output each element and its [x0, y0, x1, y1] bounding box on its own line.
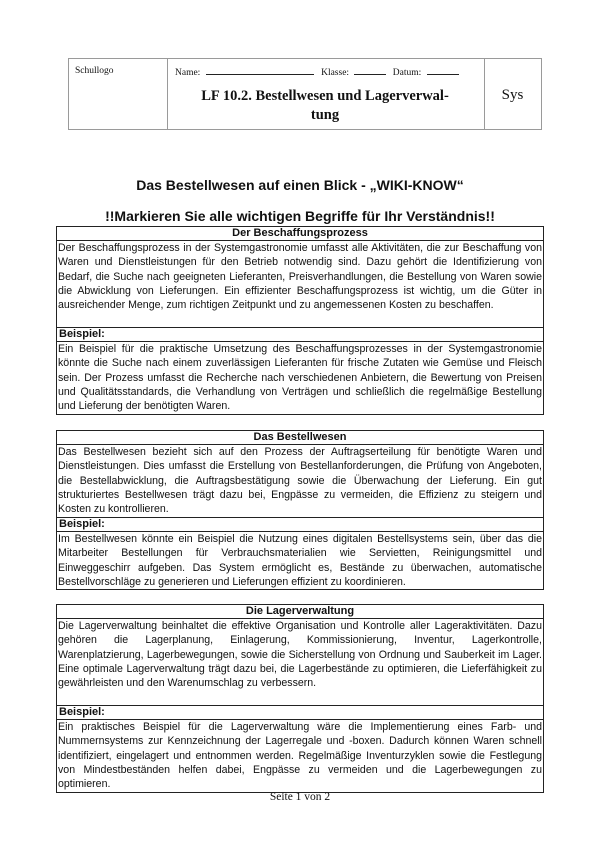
name-label: Name:: [175, 68, 201, 78]
lesson-title-line-2: tung: [310, 107, 340, 123]
class-field[interactable]: [354, 66, 386, 75]
section-heading: Der Beschaffungsprozess: [57, 227, 543, 241]
lesson-title-line-1: LF 10.2. Bestellwesen und Lagerverwal-: [201, 88, 449, 104]
date-field[interactable]: [427, 66, 459, 75]
example-text: Im Bestellwesen könnte ein Beispiel die Nutzung eines digitalen Bestellsystems sein, über das die Mitarbeiter Bestellungen für Verbrauchsmaterialien wie Servietten, Reinigungsmittel und Einweggeschirr aufgeben. Das System ermöglicht es, Bestände zu überwachen, automatische Bestellvorschläge zu generieren und Lieferungen effizient zu koordinieren.: [58, 533, 542, 588]
section-heading: Die Lagerverwaltung: [57, 605, 543, 619]
example-text: Ein praktisches Beispiel für die Lagerverwaltung wäre die Implementierung eines Farb- und Nummernsystems zur Kennzeichnung der Lagerregale und -boxen. Dadurch können Waren schnell identifiziert, eingelagert und entnommen werden. Regelmäßige Inventurzyklen sowie die Festlegung von Mindestbeständen helfen dabei, Engpässe zu vermeiden und die Lagerbewegungen zu optimieren.: [58, 721, 542, 791]
section-heading: Das Bestellwesen: [57, 431, 543, 445]
section-text: Die Lagerverwaltung beinhaltet die effektive Organisation und Kontrolle aller Lageraktivitäten. Dazu gehören die Lagerplanung, Einlagerung, Kommissionierung, Inventur, Lagerkontrolle, Warenplatzierung, Lagerbewegungen, sowie die Sicherstellung von Ordnung und Sauberkeit im Lager. Eine optimale Lagerverwaltung trägt dazu bei, die Lagerbestände zu optimieren, die Lieferfähigkeit zu gewährleisten und den Warenumschlag zu verbessern.: [58, 620, 542, 690]
page-title: Das Bestellwesen auf einen Blick - „WIKI-KNOW“: [136, 177, 464, 193]
lesson-title: [169, 87, 481, 125]
section-lagerverwaltung: [56, 604, 544, 793]
date-label: Datum:: [392, 68, 422, 78]
example-label: Beispiel:: [57, 517, 543, 532]
page-footer: Seite 1 von 2: [269, 791, 331, 803]
student-info-fields: [175, 66, 459, 78]
section-beschaffungsprozess: [56, 226, 544, 415]
header-table: [68, 58, 542, 130]
section-text: Der Beschaffungsprozess in der Systemgastronomie umfasst alle Aktivitäten, die zur Beschaffung von Waren und Dienstleistungen für den Betrieb notwendig sind. Dazu gehört die Identifizierung von Bedarf, die Suche nach geeigneten Lieferanten, Preisverhandlungen, die Bestellung von Waren sowie die Abwicklung von Lieferungen. Ein effizienter Beschaffungsprozess ist wichtig, um die Güter in ausreichender Menge, zum richtigen Zeitpunkt und zu angemessenen Kosten zu beschaffen.: [58, 242, 542, 312]
section-bestellwesen: [56, 430, 544, 590]
school-logo-label: Schullogo: [75, 66, 114, 76]
example-text: Ein Beispiel für die praktische Umsetzung des Beschaffungsprozesses in der Systemgastronomie könnte die Suche nach einem zuverlässigen Lieferanten für frische Zutaten wie Gemüse und Fleisch sein. Der Prozess umfasst die Recherche nach verschiedenen Anbietern, die Bewertung von Preisen und Qualitätsstandards, die Verhandlung von Verträgen und schließlich die regelmäßige Bestellung und Lieferung der benötigten Waren.: [58, 343, 542, 413]
example-label: Beispiel:: [57, 705, 543, 720]
example-label: Beispiel:: [57, 327, 543, 342]
name-field[interactable]: [206, 66, 314, 75]
section-text: Das Bestellwesen bezieht sich auf den Prozess der Auftragserteilung für benötigte Waren und Dienstleistungen. Dies umfasst die Erstellung von Bestellanforderungen, die Prüfung von Angeboten, die Bestellabwicklung, die Auftragsbestätigung sowie die Überwachung der Lieferung. Ein gut strukturiertes Bestellwesen trägt dazu bei, Engpässe zu vermeiden, die Effizienz zu steigern und Kosten zu kontrollieren.: [58, 446, 542, 516]
page-subtitle: !!Markieren Sie alle wichtigen Begriffe für Ihr Verständnis!!: [105, 208, 495, 224]
sys-label: Sys: [501, 87, 524, 103]
class-label: Klasse:: [321, 68, 350, 78]
